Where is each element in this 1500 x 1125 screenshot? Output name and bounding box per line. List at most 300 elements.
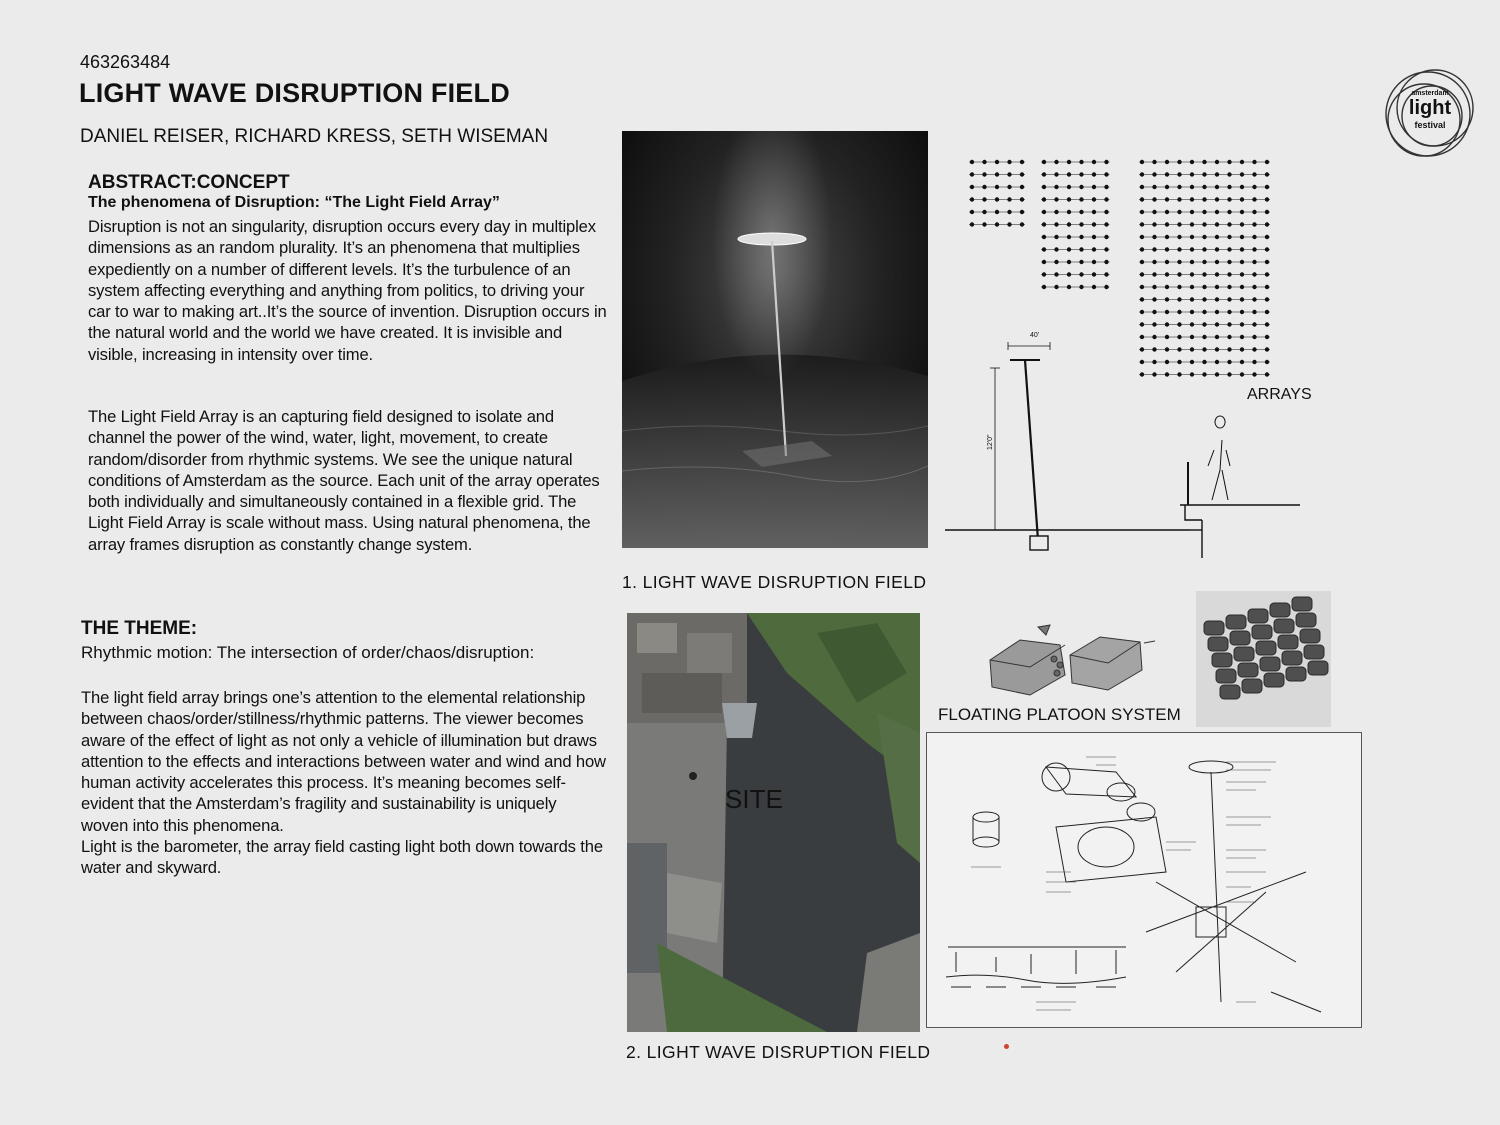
- grid-dot: [1215, 210, 1219, 214]
- grid-dot: [1152, 360, 1156, 364]
- grid-dot: [1227, 197, 1231, 201]
- grid-dot: [1202, 335, 1206, 339]
- grid-dot: [1252, 185, 1256, 189]
- grid-dot: [1265, 322, 1269, 326]
- grid-dot: [1152, 160, 1156, 164]
- grid-dot: [1007, 172, 1011, 176]
- grid-dot: [1104, 285, 1108, 289]
- grid-dot: [1202, 347, 1206, 351]
- grid-dot: [1165, 360, 1169, 364]
- grid-dot: [1152, 272, 1156, 276]
- grid-dot: [1152, 347, 1156, 351]
- grid-dot: [1152, 235, 1156, 239]
- grid-dot: [1265, 185, 1269, 189]
- grid-dot: [1215, 260, 1219, 264]
- red-marker-dot: [1004, 1044, 1009, 1049]
- grid-dot: [1092, 260, 1096, 264]
- grid-dot: [1092, 160, 1096, 164]
- grid-dot: [1265, 372, 1269, 376]
- grid-dot: [1152, 210, 1156, 214]
- grid-dot: [1252, 360, 1256, 364]
- grid-dot: [1240, 197, 1244, 201]
- grid-dot: [1140, 185, 1144, 189]
- grid-dot: [1140, 210, 1144, 214]
- render-block: [1252, 625, 1272, 639]
- grid-dot: [1079, 172, 1083, 176]
- grid-dot: [1140, 272, 1144, 276]
- render-block: [1304, 645, 1324, 659]
- grid-dot: [1092, 247, 1096, 251]
- grid-dot: [1215, 322, 1219, 326]
- grid-dot: [1067, 247, 1071, 251]
- grid-dot: [995, 222, 999, 226]
- grid-dot: [1165, 372, 1169, 376]
- grid-dot: [982, 185, 986, 189]
- grid-dot: [1227, 247, 1231, 251]
- floating-pontoon-illustration: [980, 615, 1170, 705]
- render-block: [1230, 631, 1250, 645]
- hand-sketch-drawing: [926, 732, 1362, 1028]
- grid-dot: [1265, 197, 1269, 201]
- grid-dot: [982, 197, 986, 201]
- grid-dot: [1265, 247, 1269, 251]
- grid-dot: [1177, 222, 1181, 226]
- amsterdam-light-festival-logo: [1380, 64, 1480, 164]
- grid-dot: [1202, 222, 1206, 226]
- grid-dot: [1252, 310, 1256, 314]
- grid-dot: [1240, 210, 1244, 214]
- grid-dot: [1165, 347, 1169, 351]
- dot-grids: [969, 160, 1270, 377]
- grid-dot: [1020, 210, 1024, 214]
- grid-dot: [1140, 285, 1144, 289]
- grid-dot: [1165, 247, 1169, 251]
- render-block: [1204, 621, 1224, 635]
- grid-dot: [1165, 197, 1169, 201]
- grid-dot: [1265, 235, 1269, 239]
- grid-dot: [1140, 197, 1144, 201]
- grid-dot: [995, 210, 999, 214]
- grid-dot: [1152, 372, 1156, 376]
- grid-dot: [1202, 185, 1206, 189]
- grid-dot: [970, 222, 974, 226]
- grid-dot: [1240, 285, 1244, 289]
- grid-dot: [995, 172, 999, 176]
- render-block: [1286, 667, 1306, 681]
- grid-dot: [1202, 260, 1206, 264]
- grid-dot: [1165, 210, 1169, 214]
- grid-dot: [1092, 272, 1096, 276]
- grid-dot: [1054, 185, 1058, 189]
- grid-dot: [1240, 185, 1244, 189]
- grid-dot: [1140, 335, 1144, 339]
- grid-dot: [1265, 272, 1269, 276]
- grid-dot: [1177, 260, 1181, 264]
- grid-dot: [1067, 285, 1071, 289]
- grid-dot: [1152, 222, 1156, 226]
- light-pole-render-image: [622, 131, 928, 548]
- grid-dot: [1054, 247, 1058, 251]
- grid-dot: [1165, 222, 1169, 226]
- theme-subheading: Rhythmic motion: The intersection of order/chaos/disruption:: [81, 643, 535, 662]
- grid-dot: [1227, 322, 1231, 326]
- grid-dot: [1227, 185, 1231, 189]
- grid-dot: [1240, 310, 1244, 314]
- grid-dot: [1227, 372, 1231, 376]
- grid-dot: [1067, 210, 1071, 214]
- grid-dot: [1227, 260, 1231, 264]
- render-block: [1308, 661, 1328, 675]
- grid-dot: [1240, 222, 1244, 226]
- grid-dot: [1042, 285, 1046, 289]
- height-dimension: 12'0": [987, 434, 994, 450]
- grid-dot: [1177, 172, 1181, 176]
- grid-dot: [995, 197, 999, 201]
- grid-dot: [1067, 172, 1071, 176]
- grid-dot: [1020, 172, 1024, 176]
- grid-dot: [1190, 335, 1194, 339]
- grid-dot: [982, 210, 986, 214]
- grid-dot: [1054, 285, 1058, 289]
- grid-dot: [1042, 235, 1046, 239]
- theme-heading: THE THEME:: [81, 618, 198, 639]
- grid-dot: [1165, 272, 1169, 276]
- grid-dot: [1140, 360, 1144, 364]
- grid-dot: [1227, 297, 1231, 301]
- grid-dot: [1152, 247, 1156, 251]
- grid-dot: [1252, 285, 1256, 289]
- grid-dot: [1177, 160, 1181, 164]
- grid-dot: [1190, 172, 1194, 176]
- render-block: [1216, 669, 1236, 683]
- grid-dot: [1190, 210, 1194, 214]
- grid-dot: [1240, 322, 1244, 326]
- grid-dot: [1165, 322, 1169, 326]
- array-3d-render-image: [1196, 591, 1331, 727]
- render-block: [1282, 651, 1302, 665]
- figure-caption-1: 1. LIGHT WAVE DISRUPTION FIELD: [622, 572, 927, 592]
- grid-dot: [1054, 222, 1058, 226]
- grid-dot: [1265, 210, 1269, 214]
- authors: DANIEL REISER, RICHARD KRESS, SETH WISEMAN: [80, 126, 549, 147]
- grid-dot: [1054, 172, 1058, 176]
- grid-dot: [1007, 222, 1011, 226]
- grid-dot: [1177, 285, 1181, 289]
- render-block: [1264, 673, 1284, 687]
- grid-dot: [1067, 222, 1071, 226]
- grid-dot: [1177, 310, 1181, 314]
- grid-dot: [1177, 272, 1181, 276]
- grid-dot: [1227, 347, 1231, 351]
- render-block: [1274, 619, 1294, 633]
- grid-dot: [1007, 185, 1011, 189]
- grid-dot: [1240, 335, 1244, 339]
- grid-dot: [1202, 297, 1206, 301]
- width-dimension: 40': [1030, 332, 1040, 339]
- grid-dot: [1190, 272, 1194, 276]
- project-id: 463263484: [80, 52, 171, 72]
- grid-dot: [1177, 197, 1181, 201]
- grid-dot: [1202, 210, 1206, 214]
- grid-dot: [1079, 222, 1083, 226]
- grid-dot: [1165, 260, 1169, 264]
- grid-dot: [1215, 360, 1219, 364]
- grid-dot: [1240, 372, 1244, 376]
- theme-body: [81, 687, 606, 879]
- grid-dot: [1202, 272, 1206, 276]
- render-block: [1242, 679, 1262, 693]
- grid-dot: [1202, 235, 1206, 239]
- grid-dot: [982, 160, 986, 164]
- grid-dot: [1152, 172, 1156, 176]
- grid-dot: [1190, 310, 1194, 314]
- grid-dot: [1104, 247, 1108, 251]
- grid-dot: [1079, 235, 1083, 239]
- grid-dot: [1190, 222, 1194, 226]
- grid-dot: [1227, 235, 1231, 239]
- render-block: [1238, 663, 1258, 677]
- grid-dot: [1265, 297, 1269, 301]
- grid-dot: [1252, 335, 1256, 339]
- grid-dot: [1165, 185, 1169, 189]
- grid-dot: [1042, 272, 1046, 276]
- grid-dot: [1190, 322, 1194, 326]
- grid-dot: [1020, 185, 1024, 189]
- grid-dot: [1265, 285, 1269, 289]
- grid-dot: [1202, 247, 1206, 251]
- grid-dot: [1054, 260, 1058, 264]
- grid-dot: [1177, 372, 1181, 376]
- grid-dot: [1240, 172, 1244, 176]
- grid-dot: [1079, 247, 1083, 251]
- grid-dot: [1140, 160, 1144, 164]
- grid-dot: [1215, 347, 1219, 351]
- grid-dot: [1202, 310, 1206, 314]
- grid-dot: [1190, 372, 1194, 376]
- grid-dot: [1165, 235, 1169, 239]
- theme-paragraph-2: Light is the barometer, the array field casting light both down towards the water and skyward.: [81, 837, 603, 878]
- grid-dot: [1252, 197, 1256, 201]
- grid-dot: [995, 185, 999, 189]
- grid-dot: [1252, 172, 1256, 176]
- grid-dot: [982, 172, 986, 176]
- grid-dot: [1215, 297, 1219, 301]
- grid-dot: [1020, 160, 1024, 164]
- grid-dot: [1079, 272, 1083, 276]
- grid-dot: [1202, 322, 1206, 326]
- grid-dot: [1190, 185, 1194, 189]
- grid-dot: [1227, 160, 1231, 164]
- grid-dot: [1240, 247, 1244, 251]
- render-block: [1234, 647, 1254, 661]
- grid-dot: [1265, 310, 1269, 314]
- theme-paragraph-1: The light field array brings one’s attention to the elemental relationship between chaos/order/stillness/rhythmic patterns. The viewer becomes aware of the effect of light as not only a vehicle of illumination but draws attention to the effects and interactions between water and wind and how human activity accelerates this process. It’s meaning becomes self-evident that the Amsterdam’s fragility and sustainability is uniquely woven into this phenomena.: [81, 688, 606, 835]
- grid-dot: [1202, 372, 1206, 376]
- grid-dot: [1140, 260, 1144, 264]
- grid-dot: [1092, 285, 1096, 289]
- grid-dot: [1227, 272, 1231, 276]
- grid-dot: [1252, 322, 1256, 326]
- grid-dot: [1202, 197, 1206, 201]
- grid-dot: [1042, 210, 1046, 214]
- grid-dot: [1152, 185, 1156, 189]
- grid-dot: [1152, 197, 1156, 201]
- site-label: SITE: [725, 784, 783, 814]
- grid-dot: [1240, 272, 1244, 276]
- grid-dot: [1252, 347, 1256, 351]
- grid-dot: [1202, 160, 1206, 164]
- grid-dot: [1092, 235, 1096, 239]
- grid-dot: [1092, 172, 1096, 176]
- grid-dot: [1092, 222, 1096, 226]
- grid-dot: [1215, 310, 1219, 314]
- grid-dot: [1190, 360, 1194, 364]
- grid-dot: [1079, 185, 1083, 189]
- render-block: [1208, 637, 1228, 651]
- grid-dot: [1240, 235, 1244, 239]
- grid-dot: [1265, 222, 1269, 226]
- grid-dot: [1265, 335, 1269, 339]
- grid-dot: [1140, 297, 1144, 301]
- grid-dot: [1067, 197, 1071, 201]
- grid-dot: [1054, 235, 1058, 239]
- grid-dot: [1240, 160, 1244, 164]
- grid-dot: [1227, 210, 1231, 214]
- render-block: [1248, 609, 1268, 623]
- grid-dot: [1067, 160, 1071, 164]
- grid-dot: [1240, 260, 1244, 264]
- grid-dot: [1165, 172, 1169, 176]
- grid-dot: [1265, 172, 1269, 176]
- grid-dot: [1215, 285, 1219, 289]
- grid-dot: [1227, 335, 1231, 339]
- grid-dot: [1020, 222, 1024, 226]
- grid-dot: [1215, 222, 1219, 226]
- grid-dot: [1227, 310, 1231, 314]
- grid-dot: [1240, 297, 1244, 301]
- grid-dot: [1190, 160, 1194, 164]
- grid-dot: [1177, 347, 1181, 351]
- grid-dot: [1140, 347, 1144, 351]
- site-aerial-map-image: [627, 613, 920, 1032]
- grid-dot: [1252, 235, 1256, 239]
- grid-dot: [1104, 210, 1108, 214]
- grid-dot: [1252, 160, 1256, 164]
- grid-dot: [1020, 197, 1024, 201]
- grid-dot: [1177, 235, 1181, 239]
- grid-dot: [1252, 210, 1256, 214]
- grid-dot: [1140, 222, 1144, 226]
- grid-dot: [1079, 260, 1083, 264]
- grid-dot: [1079, 160, 1083, 164]
- grid-dot: [1152, 322, 1156, 326]
- grid-dot: [1092, 185, 1096, 189]
- render-block: [1256, 641, 1276, 655]
- grid-dot: [1067, 260, 1071, 264]
- grid-dot: [1104, 160, 1108, 164]
- grid-dot: [970, 197, 974, 201]
- grid-dot: [1042, 222, 1046, 226]
- grid-dot: [1190, 347, 1194, 351]
- grid-dot: [1227, 285, 1231, 289]
- abstract-paragraph-1: Disruption is not an singularity, disruption occurs every day in multiplex dimensions as an random plurality. It’s an phenomena that multiplies expediently on a number of different levels. It’s the turbulence of an system affecting everything and anything from politics, to driving your car to war to making art..It’s the source of invention. Disruption occurs in the natural world and the world we have created. It is invisible and visible, increasing in intensity over time.: [88, 217, 607, 364]
- arrays-diagram: [940, 150, 1320, 560]
- grid-dot: [1215, 172, 1219, 176]
- grid-dot: [1240, 360, 1244, 364]
- grid-dot: [1252, 247, 1256, 251]
- grid-dot: [1265, 360, 1269, 364]
- grid-dot: [1079, 197, 1083, 201]
- grid-dot: [1202, 285, 1206, 289]
- grid-dot: [1215, 372, 1219, 376]
- grid-dot: [1104, 185, 1108, 189]
- grid-dot: [1227, 222, 1231, 226]
- grid-dot: [1165, 160, 1169, 164]
- grid-dot: [1252, 272, 1256, 276]
- grid-dot: [1252, 260, 1256, 264]
- grid-dot: [1042, 197, 1046, 201]
- grid-dot: [1054, 210, 1058, 214]
- grid-dot: [1252, 297, 1256, 301]
- grid-dot: [1042, 160, 1046, 164]
- grid-dot: [1104, 235, 1108, 239]
- grid-dot: [982, 222, 986, 226]
- grid-dot: [970, 172, 974, 176]
- grid-dot: [1079, 285, 1083, 289]
- figure-caption-2: 2. LIGHT WAVE DISRUPTION FIELD: [626, 1042, 931, 1062]
- grid-dot: [1092, 197, 1096, 201]
- grid-dot: [1202, 360, 1206, 364]
- grid-dot: [1140, 310, 1144, 314]
- render-block: [1212, 653, 1232, 667]
- grid-dot: [1190, 297, 1194, 301]
- grid-dot: [1215, 185, 1219, 189]
- grid-dot: [1215, 197, 1219, 201]
- arrays-label: ARRAYS: [1247, 386, 1312, 403]
- project-title: LIGHT WAVE DISRUPTION FIELD: [79, 78, 510, 108]
- render-block: [1220, 685, 1240, 699]
- grid-dot: [1042, 260, 1046, 264]
- logo-line1: amsterdam: [1411, 90, 1449, 97]
- grid-dot: [1104, 272, 1108, 276]
- grid-dot: [1152, 260, 1156, 264]
- grid-dot: [1177, 297, 1181, 301]
- grid-dot: [1152, 335, 1156, 339]
- grid-dot: [1152, 310, 1156, 314]
- grid-dot: [995, 160, 999, 164]
- grid-dot: [1265, 347, 1269, 351]
- grid-dot: [970, 210, 974, 214]
- grid-dot: [1007, 210, 1011, 214]
- grid-dot: [1042, 247, 1046, 251]
- grid-dot: [1067, 235, 1071, 239]
- abstract-heading: ABSTRACT:CONCEPT: [88, 172, 290, 193]
- grid-dot: [1165, 285, 1169, 289]
- grid-dot: [1252, 372, 1256, 376]
- logo-line3: festival: [1414, 120, 1446, 130]
- grid-dot: [1079, 210, 1083, 214]
- grid-dot: [1227, 172, 1231, 176]
- render-block: [1300, 629, 1320, 643]
- grid-dot: [1190, 260, 1194, 264]
- grid-dot: [1042, 185, 1046, 189]
- render-block: [1292, 597, 1312, 611]
- grid-dot: [1067, 272, 1071, 276]
- grid-dot: [1092, 210, 1096, 214]
- grid-dot: [1042, 172, 1046, 176]
- grid-dot: [970, 185, 974, 189]
- grid-dot: [1215, 272, 1219, 276]
